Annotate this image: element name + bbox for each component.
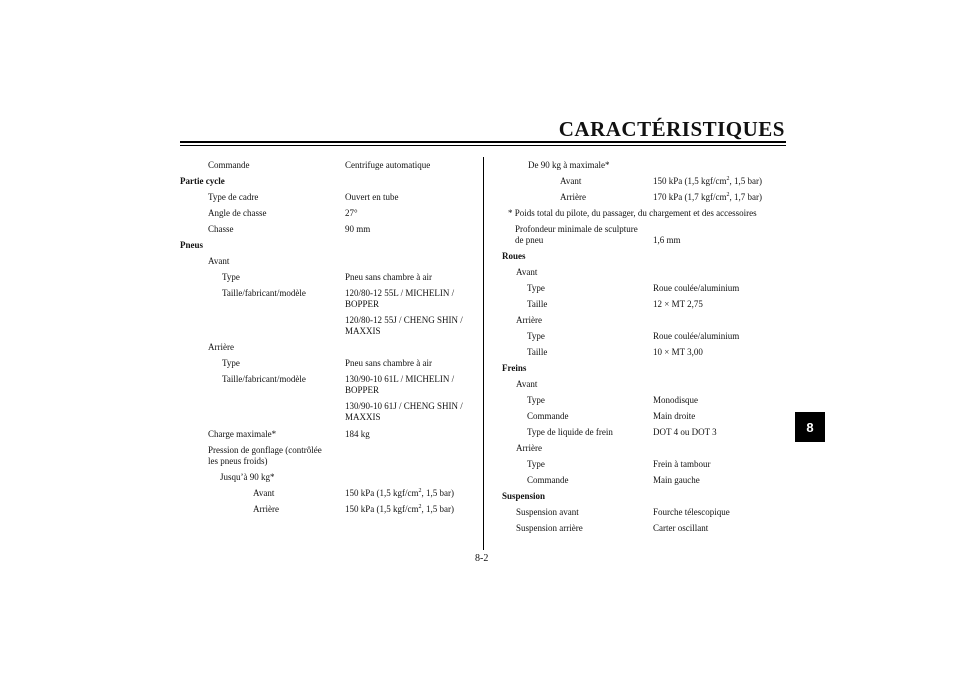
chapter-tab: 8	[795, 412, 825, 442]
spec-label: Type	[222, 272, 240, 282]
spec-value: 27°	[345, 208, 358, 218]
spec-label: Taille/fabricant/modèle	[222, 288, 306, 298]
section-partie-cycle: Partie cycle	[180, 176, 225, 186]
spec-label: Type	[527, 283, 545, 293]
spec-label: Suspension avant	[516, 507, 579, 517]
subsection-arriere: Arrière	[516, 315, 542, 325]
spec-value: Carter oscillant	[653, 523, 709, 533]
spec-value: BOPPER	[345, 385, 380, 395]
subsection-avant: Avant	[208, 256, 230, 266]
spec-value: DOT 4 ou DOT 3	[653, 427, 717, 437]
spec-value: 150 kPa (1,5 kgf/$cm^2$, 1,5 bar)	[345, 504, 454, 514]
page-number: 8-2	[475, 553, 489, 564]
spec-value: 130/90-10 61J / CHENG SHIN /	[345, 401, 463, 411]
spec-label: Arrière	[253, 504, 279, 514]
spec-label: Commande	[527, 475, 569, 485]
spec-label: Profondeur minimale de sculpture	[515, 224, 638, 234]
subsection-avant: Avant	[516, 267, 538, 277]
spec-label: Angle de chasse	[208, 208, 267, 218]
spec-value: 90 mm	[345, 224, 371, 234]
spec-value: 120/80-12 55J / CHENG SHIN /	[345, 315, 463, 325]
spec-label: Type	[527, 331, 545, 341]
spec-label: Commande	[208, 160, 250, 170]
page-title: CARACTÉRISTIQUES	[558, 117, 785, 141]
spec-value: Main gauche	[653, 475, 700, 485]
spec-value: 12 × MT 2,75	[653, 299, 703, 309]
spec-label: Commande	[527, 411, 569, 421]
spec-label: Pression de gonflage (contrôlée	[208, 445, 322, 455]
section-pneus: Pneus	[180, 240, 204, 250]
spec-label: les pneus froids)	[208, 456, 268, 466]
subsection-arriere: Arrière	[208, 342, 234, 352]
section-suspension: Suspension	[502, 491, 546, 501]
spec-value: 150 kPa (1,5 kgf/$cm^2$, 1,5 bar)	[653, 176, 762, 186]
spec-label: Taille	[527, 299, 548, 309]
spec-label: Jusqu’à 90 kg*	[220, 472, 275, 482]
spec-value: Roue coulée/aluminium	[653, 331, 740, 341]
spec-label: Avant	[253, 488, 275, 498]
subsection-arriere: Arrière	[516, 443, 542, 453]
spec-value: Pneu sans chambre à air	[345, 272, 432, 282]
spec-value: 130/90-10 61L / MICHELIN /	[345, 374, 455, 384]
subsection-avant: Avant	[516, 379, 538, 389]
spec-label: Type de liquide de frein	[527, 427, 613, 437]
spec-label: Type	[222, 358, 240, 368]
spec-value: Main droite	[653, 411, 696, 421]
spec-label: Type	[527, 395, 545, 405]
spec-label: Charge maximale*	[208, 429, 277, 439]
spec-value: 150 kPa (1,5 kgf/$cm^2$, 1,5 bar)	[345, 488, 454, 498]
spec-label: Avant	[560, 176, 582, 186]
spec-value: BOPPER	[345, 299, 380, 309]
spec-label: Arrière	[560, 192, 586, 202]
spec-value: MAXXIS	[345, 412, 381, 422]
spec-value: 184 kg	[345, 429, 370, 439]
section-roues: Roues	[502, 251, 526, 261]
spec-value: Fourche télescopique	[653, 507, 730, 517]
spec-value: Monodisque	[653, 395, 698, 405]
spec-value: Roue coulée/aluminium	[653, 283, 740, 293]
footnote-text: * Poids total du pilote, du passager, du chargement et des accessoires	[508, 208, 757, 218]
header-rule-thick	[180, 141, 786, 143]
spec-label: Suspension arrière	[516, 523, 583, 533]
spec-value: Pneu sans chambre à air	[345, 358, 432, 368]
spec-label: Type	[527, 459, 545, 469]
spec-label: Taille	[527, 347, 548, 357]
spec-value: Frein à tambour	[653, 459, 711, 469]
spec-value: 10 × MT 3,00	[653, 347, 703, 357]
spec-value: 1,6 mm	[653, 235, 681, 245]
section-freins: Freins	[502, 363, 527, 373]
header-rule-thin	[180, 145, 786, 146]
spec-value: MAXXIS	[345, 326, 381, 336]
spec-value: Ouvert en tube	[345, 192, 399, 202]
spec-value: Centrifuge automatique	[345, 160, 431, 170]
spec-label: Type de cadre	[208, 192, 259, 202]
spec-label: De 90 kg à maximale*	[528, 160, 610, 170]
spec-value: 170 kPa (1,7 kgf/$cm^2$, 1,7 bar)	[653, 192, 762, 202]
spec-value: 120/80-12 55L / MICHELIN /	[345, 288, 455, 298]
spec-label: Taille/fabricant/modèle	[222, 374, 306, 384]
spec-label: Chasse	[208, 224, 234, 234]
spec-label: de pneu	[515, 235, 544, 245]
column-divider	[483, 157, 484, 550]
